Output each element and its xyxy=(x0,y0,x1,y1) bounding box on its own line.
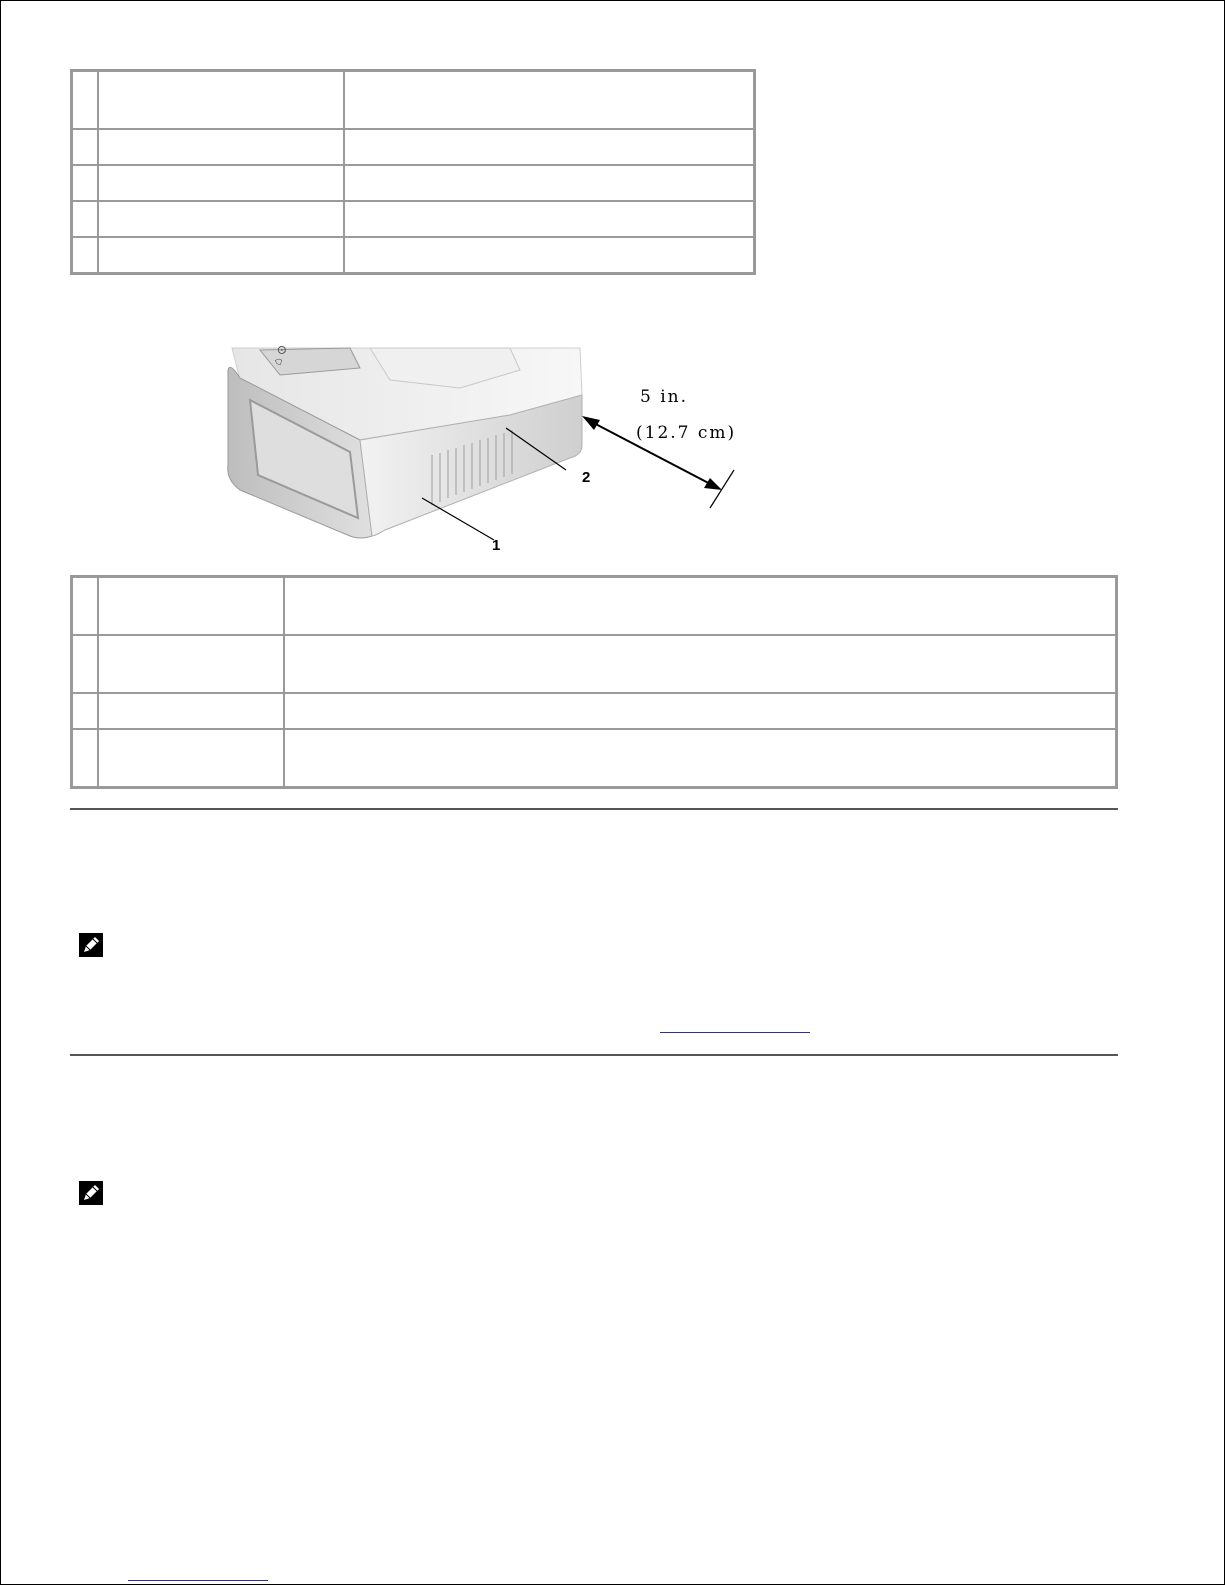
callout-1-leader xyxy=(422,498,494,540)
callout-2-label: 2 xyxy=(582,469,591,486)
table-cell xyxy=(72,635,98,693)
table-cell xyxy=(98,635,284,693)
table-cell xyxy=(72,729,98,787)
table-row xyxy=(72,129,754,165)
cross-reference-link[interactable] xyxy=(660,1032,810,1033)
table-cell xyxy=(98,129,344,165)
table-row xyxy=(72,693,1116,729)
clearance-cm-label: (12.7 cm) xyxy=(636,423,737,443)
table-cell xyxy=(344,237,754,273)
table-cell xyxy=(284,693,1116,729)
table-cell xyxy=(72,237,98,273)
table-cell xyxy=(284,729,1116,787)
printer-clearance-figure xyxy=(210,340,780,555)
table-cell xyxy=(98,71,344,129)
table-cell xyxy=(344,129,754,165)
table-cell xyxy=(72,129,98,165)
spec-table-top xyxy=(70,69,756,275)
table-cell xyxy=(72,71,98,129)
table-cell xyxy=(72,201,98,237)
section-divider xyxy=(70,808,1118,810)
clearance-inches-label: 5 in. xyxy=(640,387,689,407)
table-row xyxy=(72,635,1116,693)
section-divider xyxy=(70,1054,1118,1056)
table-cell xyxy=(98,729,284,787)
table-cell xyxy=(72,693,98,729)
note-pencil-icon xyxy=(78,1180,104,1206)
note-pencil-icon xyxy=(78,932,104,958)
table-cell xyxy=(98,165,344,201)
table-cell xyxy=(72,165,98,201)
table-row xyxy=(72,201,754,237)
table-cell xyxy=(284,635,1116,693)
table-cell xyxy=(344,201,754,237)
table-cell xyxy=(98,693,284,729)
table-row xyxy=(72,729,1116,787)
table-cell xyxy=(98,237,344,273)
table-cell xyxy=(72,577,98,635)
table-row xyxy=(72,165,754,201)
table-row xyxy=(72,237,754,273)
callout-1-label: 1 xyxy=(492,537,501,554)
svg-text:⌂ ⊙: ⌂ ⊙ xyxy=(269,342,290,368)
table-cell xyxy=(98,201,344,237)
table-row xyxy=(72,71,754,129)
table-cell xyxy=(344,165,754,201)
table-row xyxy=(72,577,1116,635)
table-cell xyxy=(98,577,284,635)
spec-table-bottom xyxy=(70,575,1118,789)
table-cell xyxy=(284,577,1116,635)
back-to-contents-link[interactable] xyxy=(128,1580,268,1581)
table-cell xyxy=(344,71,754,129)
